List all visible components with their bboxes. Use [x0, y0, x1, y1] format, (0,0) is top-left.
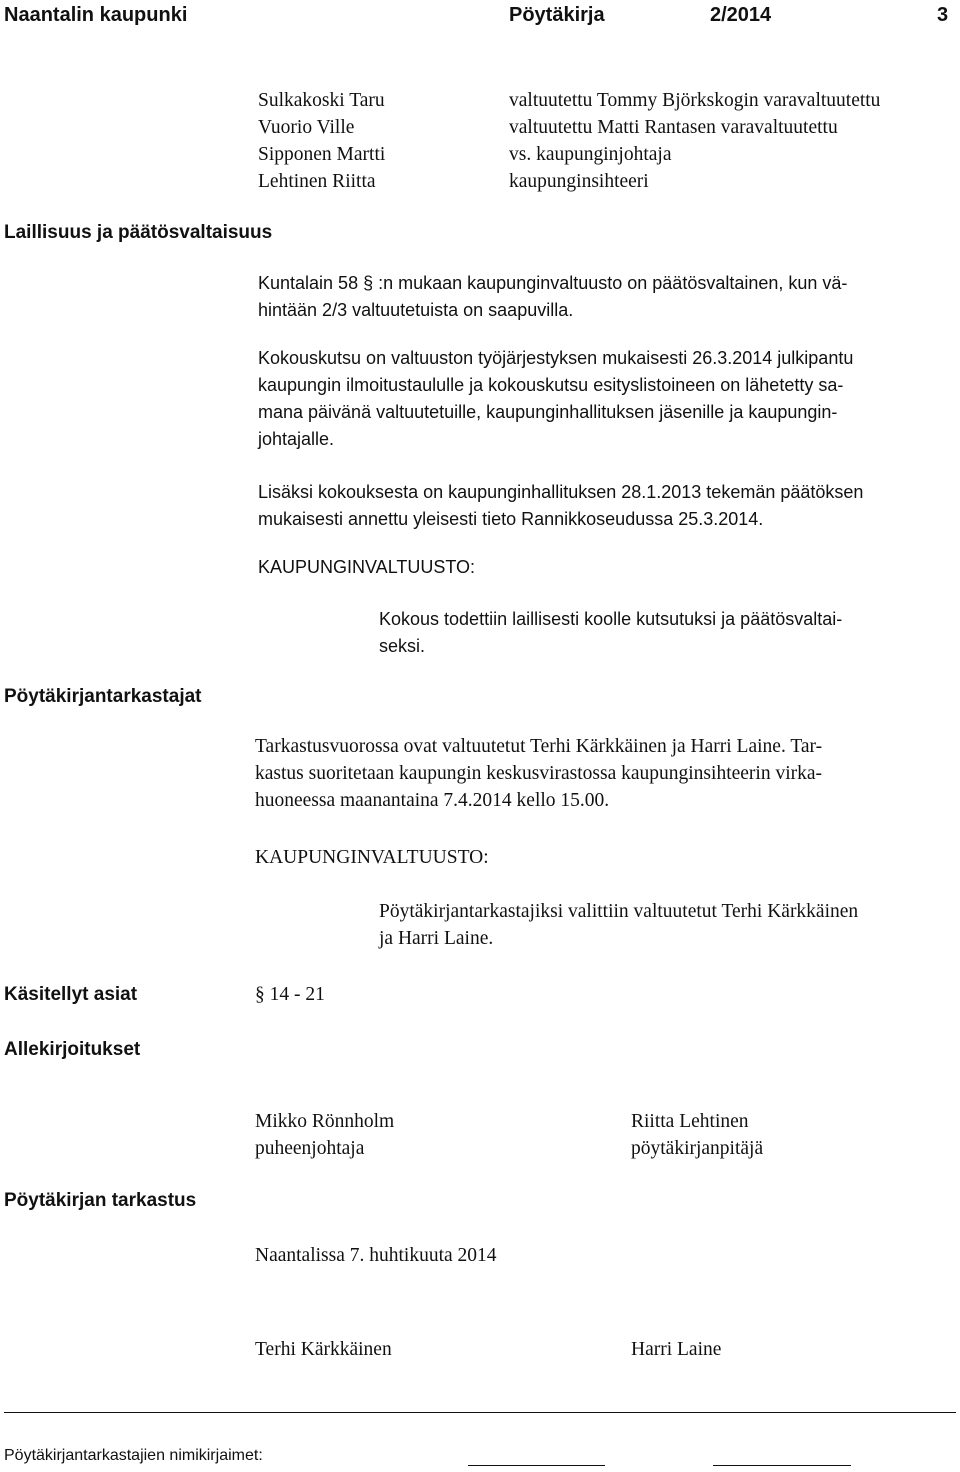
decision-line: Pöytäkirjantarkastajiksi valittiin valtuutetut Terhi Kärkkäinen: [379, 901, 859, 922]
section-heading-items: Käsitellyt asiat: [4, 984, 138, 1005]
attendee-name: Sipponen Martti: [258, 144, 386, 165]
inspectors-paragraph-line: kastus suoritetaan kaupungin keskusvirastossa kaupunginsihteerin virka-: [255, 763, 823, 784]
attendee-role: kaupunginsihteeri: [509, 171, 649, 192]
attendee-role: vs. kaupunginjohtaja: [509, 144, 672, 165]
secretary-name: Riitta Lehtinen: [631, 1111, 749, 1132]
council-label: KAUPUNGINVALTUUSTO:: [255, 847, 489, 868]
inspectors-paragraph-line: huoneessa maanantaina 7.4.2014 kello 15.00.: [255, 790, 610, 811]
attendee-name: Vuorio Ville: [258, 117, 355, 138]
decision-line: ja Harri Laine.: [379, 928, 494, 949]
section-heading-legality: Laillisuus ja päätösvaltaisuus: [4, 222, 273, 243]
legality-paragraph-line: mana päivänä valtuutetuille, kaupunginhallituksen jäsenille ja kaupungin-: [258, 402, 838, 422]
secretary-role: pöytäkirjanpitäjä: [631, 1138, 764, 1159]
attendee-name: Sulkakoski Taru: [258, 90, 385, 111]
items-range: § 14 - 21: [255, 984, 325, 1005]
city-name: Naantalin kaupunki: [4, 4, 188, 26]
section-heading-signatures: Allekirjoitukset: [4, 1039, 141, 1060]
initials-line: [468, 1465, 605, 1466]
legality-paragraph-line: mukaisesti annettu yleisesti tieto Rannikkoseudussa 25.3.2014.: [258, 509, 764, 529]
legality-paragraph-line: Kuntalain 58 § :n mukaan kaupunginvaltuusto on päätösvaltainen, kun vä-: [258, 273, 848, 293]
section-heading-inspectors: Pöytäkirjantarkastajat: [4, 686, 202, 707]
chair-role: puheenjohtaja: [255, 1138, 365, 1159]
council-label: KAUPUNGINVALTUUSTO:: [258, 557, 476, 577]
page-number: 3: [937, 4, 949, 26]
inspector-name: Terhi Kärkkäinen: [255, 1339, 392, 1360]
place-date: Naantalissa 7. huhtikuuta 2014: [255, 1245, 497, 1266]
footer-divider: [4, 1412, 956, 1413]
chair-name: Mikko Rönnholm: [255, 1111, 395, 1132]
inspector-name: Harri Laine: [631, 1339, 722, 1360]
issue-number: 2/2014: [710, 4, 772, 26]
decision-line: Kokous todettiin laillisesti koolle kutsutuksi ja päätösvaltai-: [379, 609, 843, 629]
decision-line: seksi.: [379, 636, 426, 656]
initials-label: Pöytäkirjantarkastajien nimikirjaimet:: [4, 1447, 263, 1464]
attendee-role: valtuutettu Tommy Björkskogin varavaltuutettu: [509, 90, 881, 111]
legality-paragraph-line: kaupungin ilmoitustaululle ja kokouskutsu esityslistoineen on lähetetty sa-: [258, 375, 844, 395]
attendee-role: valtuutettu Matti Rantasen varavaltuutettu: [509, 117, 838, 138]
legality-paragraph-line: hintään 2/3 valtuutetuista on saapuvilla.: [258, 300, 574, 320]
legality-paragraph-line: Kokouskutsu on valtuuston työjärjestyksen mukaisesti 26.3.2014 julkipantu: [258, 348, 854, 368]
inspectors-paragraph-line: Tarkastusvuorossa ovat valtuutetut Terhi Kärkkäinen ja Harri Laine. Tar-: [255, 736, 823, 757]
section-heading-review: Pöytäkirjan tarkastus: [4, 1190, 197, 1211]
legality-paragraph-line: johtajalle.: [258, 429, 335, 449]
legality-paragraph-line: Lisäksi kokouksesta on kaupunginhallituksen 28.1.2013 tekemän päätöksen: [258, 482, 864, 502]
document-type: Pöytäkirja: [509, 4, 605, 26]
attendee-name: Lehtinen Riitta: [258, 171, 376, 192]
initials-line: [713, 1465, 851, 1466]
